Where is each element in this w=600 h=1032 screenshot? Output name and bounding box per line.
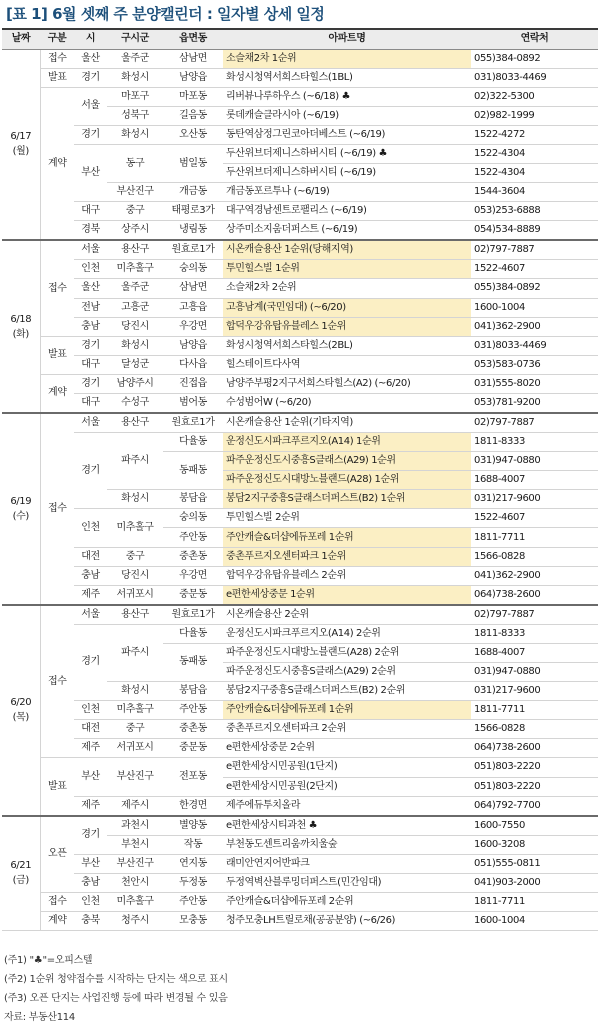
contact-cell: 1811-7711 bbox=[471, 701, 598, 720]
town-cell: 중촌동 bbox=[163, 720, 223, 739]
town-cell: 길음동 bbox=[163, 106, 223, 125]
contact-cell: 041)903-2000 bbox=[471, 873, 598, 892]
contact-cell: 053)583-0736 bbox=[471, 355, 598, 374]
table-row bbox=[2, 413, 598, 433]
town-cell: 원효로1가 bbox=[163, 240, 223, 260]
district-cell: 화성시 bbox=[107, 682, 163, 701]
contact-cell: 1811-7711 bbox=[471, 892, 598, 911]
district-cell: 부천시 bbox=[107, 835, 163, 854]
footnote-2: (주2) 1순위 청약접수를 시작하는 단지는 색으로 표시 bbox=[4, 974, 228, 985]
contact-cell: 051)803-2220 bbox=[471, 777, 598, 796]
apartment-cell: 두정역벽산블루밍더퍼스트(민간임대) bbox=[223, 873, 471, 892]
town-cell: 주안동 bbox=[163, 892, 223, 911]
district-cell: 파주시 bbox=[107, 624, 163, 681]
district-cell: 중구 bbox=[107, 202, 163, 221]
district-cell: 용산구 bbox=[107, 605, 163, 625]
city-cell: 울산 bbox=[74, 49, 107, 68]
city-cell: 서울 bbox=[74, 413, 107, 433]
contact-cell: 031)8033-4469 bbox=[471, 68, 598, 87]
table-row bbox=[2, 547, 598, 566]
city-cell: 경기 bbox=[74, 125, 107, 144]
category-cell: 접수 bbox=[40, 413, 74, 605]
apartment-cell: 남양주부평2지구서희스타힐스(A2) (~6/20) bbox=[223, 374, 471, 393]
apartment-cell: 주안캐슬&더샵에듀포레 1순위 bbox=[223, 528, 471, 547]
city-cell: 경기 bbox=[74, 816, 107, 855]
table-body bbox=[2, 49, 598, 931]
apartment-cell: 동탄역삼정그린코아더베스트 (~6/19) bbox=[223, 125, 471, 144]
category-cell: 접수 bbox=[40, 49, 74, 68]
city-cell: 충북 bbox=[74, 911, 107, 930]
contact-cell: 1600-1004 bbox=[471, 911, 598, 930]
town-cell: 봉담읍 bbox=[163, 682, 223, 701]
contact-cell: 1600-3208 bbox=[471, 835, 598, 854]
district-cell: 미추홀구 bbox=[107, 260, 163, 279]
contact-cell: 051)555-0811 bbox=[471, 854, 598, 873]
district-cell: 천안시 bbox=[107, 873, 163, 892]
header-town: 읍면동 bbox=[163, 29, 223, 49]
town-cell: 동패동 bbox=[163, 452, 223, 490]
town-cell: 동패동 bbox=[163, 643, 223, 681]
table-row bbox=[2, 394, 598, 414]
district-cell: 동구 bbox=[107, 144, 163, 182]
town-cell: 남양읍 bbox=[163, 336, 223, 355]
city-cell: 서울 bbox=[74, 87, 107, 125]
contact-cell: 1522-4272 bbox=[471, 125, 598, 144]
town-cell: 두정동 bbox=[163, 873, 223, 892]
apartment-cell: 소슬채2차 2순위 bbox=[223, 279, 471, 298]
contact-cell: 064)738-2600 bbox=[471, 585, 598, 605]
town-cell: 중문동 bbox=[163, 585, 223, 605]
district-cell: 화성시 bbox=[107, 336, 163, 355]
date-cell: 6/19 (수) bbox=[2, 413, 40, 605]
city-cell: 경기 bbox=[74, 374, 107, 393]
city-cell: 인천 bbox=[74, 260, 107, 279]
table-row bbox=[2, 125, 598, 144]
table-row bbox=[2, 374, 598, 393]
header-row bbox=[2, 29, 598, 49]
contact-cell: 02)982-1999 bbox=[471, 106, 598, 125]
town-cell: 전포동 bbox=[163, 758, 223, 796]
apartment-cell: 중촌푸르지오센터파크 1순위 bbox=[223, 547, 471, 566]
town-cell: 중문동 bbox=[163, 739, 223, 758]
apartment-cell: 제주에듀투치올라 bbox=[223, 796, 471, 816]
category-cell: 계약 bbox=[40, 374, 74, 413]
town-cell: 연지동 bbox=[163, 854, 223, 873]
contact-cell: 1566-0828 bbox=[471, 720, 598, 739]
apartment-cell: 파주운정신도시중흥S클래스(A29) 1순위 bbox=[223, 452, 471, 471]
table-row bbox=[2, 355, 598, 374]
table-row bbox=[2, 279, 598, 298]
contact-cell: 054)534-8889 bbox=[471, 221, 598, 241]
contact-cell: 031)8033-4469 bbox=[471, 336, 598, 355]
town-cell: 마포동 bbox=[163, 87, 223, 106]
apartment-cell: 파주운정신도시대방노블랜드(A28) 1순위 bbox=[223, 471, 471, 490]
city-cell: 인천 bbox=[74, 892, 107, 911]
district-cell: 당진시 bbox=[107, 566, 163, 585]
district-cell: 중구 bbox=[107, 720, 163, 739]
contact-cell: 1688-4007 bbox=[471, 471, 598, 490]
table-row bbox=[2, 816, 598, 836]
apartment-cell: 파주운정신도시대방노블랜드(A28) 2순위 bbox=[223, 643, 471, 662]
apartment-cell: 두산위브더제니스하버시티 (~6/19) bbox=[223, 164, 471, 183]
table-row bbox=[2, 298, 598, 317]
table-row bbox=[2, 701, 598, 720]
date-cell: 6/21 (금) bbox=[2, 816, 40, 931]
district-cell: 부산진구 bbox=[107, 758, 163, 796]
contact-cell: 031)555-8020 bbox=[471, 374, 598, 393]
apartment-cell: 운정신도시파크푸르지오(A14) 1순위 bbox=[223, 433, 471, 452]
contact-cell: 031)947-0880 bbox=[471, 452, 598, 471]
city-cell: 부산 bbox=[74, 854, 107, 873]
city-cell: 서울 bbox=[74, 240, 107, 260]
contact-cell: 1522-4304 bbox=[471, 144, 598, 163]
city-cell: 부산 bbox=[74, 758, 107, 796]
apartment-cell: e편한세상중문 1순위 bbox=[223, 585, 471, 605]
city-cell: 대구 bbox=[74, 202, 107, 221]
district-cell: 파주시 bbox=[107, 433, 163, 490]
city-cell: 인천 bbox=[74, 509, 107, 547]
city-cell: 대구 bbox=[74, 355, 107, 374]
apartment-cell: 중촌푸르지오센터파크 2순위 bbox=[223, 720, 471, 739]
district-cell: 화성시 bbox=[107, 490, 163, 509]
calendar-table bbox=[2, 28, 598, 931]
table-row bbox=[2, 892, 598, 911]
apartment-cell: 시온캐슬용산 1순위(기타지역) bbox=[223, 413, 471, 433]
town-cell: 주안동 bbox=[163, 701, 223, 720]
district-cell: 서귀포시 bbox=[107, 739, 163, 758]
table-row bbox=[2, 49, 598, 68]
town-cell: 봉담읍 bbox=[163, 490, 223, 509]
city-cell: 경기 bbox=[74, 433, 107, 509]
table-row bbox=[2, 202, 598, 221]
contact-cell: 02)322-5300 bbox=[471, 87, 598, 106]
town-cell: 범일동 bbox=[163, 144, 223, 182]
apartment-cell: 시온캐슬용산 2순위 bbox=[223, 605, 471, 625]
category-cell: 계약 bbox=[40, 87, 74, 240]
date-cell: 6/18 (화) bbox=[2, 240, 40, 413]
apartment-cell: 화성시청역서희스타힐스(2BL) bbox=[223, 336, 471, 355]
apartment-cell: 래미안연지어반파크 bbox=[223, 854, 471, 873]
district-cell: 달성군 bbox=[107, 355, 163, 374]
town-cell: 고흥읍 bbox=[163, 298, 223, 317]
town-cell: 삼남면 bbox=[163, 279, 223, 298]
district-cell: 중구 bbox=[107, 547, 163, 566]
category-cell: 접수 bbox=[40, 605, 74, 758]
contact-cell: 1522-4304 bbox=[471, 164, 598, 183]
town-cell: 다율동 bbox=[163, 624, 223, 643]
town-cell: 오산동 bbox=[163, 125, 223, 144]
apartment-cell: 봉담2지구중흥S클래스더퍼스트(B2) 2순위 bbox=[223, 682, 471, 701]
city-cell: 경기 bbox=[74, 336, 107, 355]
apartment-cell: 주안캐슬&더샵에듀포레 1순위 bbox=[223, 701, 471, 720]
city-cell: 대전 bbox=[74, 720, 107, 739]
apartment-cell: 개금동포르투나 (~6/19) bbox=[223, 183, 471, 202]
apartment-cell: 수성범어W (~6/20) bbox=[223, 394, 471, 414]
apartment-cell: e편한세상시민공원(1단지) bbox=[223, 758, 471, 777]
town-cell: 원효로1가 bbox=[163, 413, 223, 433]
footnotes bbox=[4, 951, 594, 1027]
apartment-cell: 힐스테이트다사역 bbox=[223, 355, 471, 374]
contact-cell: 1522-4607 bbox=[471, 260, 598, 279]
town-cell: 중촌동 bbox=[163, 547, 223, 566]
city-cell: 충남 bbox=[74, 873, 107, 892]
city-cell: 인천 bbox=[74, 701, 107, 720]
date-cell: 6/20 (목) bbox=[2, 605, 40, 816]
city-cell: 경기 bbox=[74, 624, 107, 700]
contact-cell: 064)792-7700 bbox=[471, 796, 598, 816]
table-row bbox=[2, 221, 598, 241]
apartment-cell: 상주미소지움더퍼스트 (~6/19) bbox=[223, 221, 471, 241]
city-cell: 제주 bbox=[74, 739, 107, 758]
city-cell: 부산 bbox=[74, 144, 107, 201]
contact-cell: 1811-8333 bbox=[471, 624, 598, 643]
contact-cell: 1688-4007 bbox=[471, 643, 598, 662]
district-cell: 성북구 bbox=[107, 106, 163, 125]
apartment-cell: 롯데캐슬클라시아 (~6/19) bbox=[223, 106, 471, 125]
table-row bbox=[2, 605, 598, 625]
city-cell: 충남 bbox=[74, 566, 107, 585]
contact-cell: 02)797-7887 bbox=[471, 605, 598, 625]
table-row bbox=[2, 566, 598, 585]
table-row bbox=[2, 720, 598, 739]
category-cell: 발표 bbox=[40, 758, 74, 816]
district-cell: 상주시 bbox=[107, 221, 163, 241]
contact-cell: 041)362-2900 bbox=[471, 317, 598, 336]
apartment-cell: 투민힐스빌 1순위 bbox=[223, 260, 471, 279]
apartment-cell: e편한세상중문 2순위 bbox=[223, 739, 471, 758]
apartment-cell: 화성시청역서희스타힐스(1BL) bbox=[223, 68, 471, 87]
city-cell: 대전 bbox=[74, 547, 107, 566]
contact-cell: 051)803-2220 bbox=[471, 758, 598, 777]
contact-cell: 031)217-9600 bbox=[471, 490, 598, 509]
district-cell: 미추홀구 bbox=[107, 701, 163, 720]
apartment-cell: 두산위브더제니스하버시티 (~6/19) ♣ bbox=[223, 144, 471, 163]
city-cell: 경북 bbox=[74, 221, 107, 241]
district-cell: 화성시 bbox=[107, 68, 163, 87]
town-cell: 작동 bbox=[163, 835, 223, 854]
category-cell: 발표 bbox=[40, 68, 74, 87]
table-row bbox=[2, 68, 598, 87]
town-cell: 우강면 bbox=[163, 566, 223, 585]
apartment-cell: 합덕우강유탑유블레스 1순위 bbox=[223, 317, 471, 336]
table-row bbox=[2, 854, 598, 873]
category-cell: 발표 bbox=[40, 336, 74, 374]
city-cell: 충남 bbox=[74, 317, 107, 336]
apartment-cell: 대구역경남센트로팰리스 (~6/19) bbox=[223, 202, 471, 221]
district-cell: 과천시 bbox=[107, 816, 163, 836]
town-cell: 별양동 bbox=[163, 816, 223, 836]
header-contact: 연락처 bbox=[471, 29, 598, 49]
contact-cell: 02)797-7887 bbox=[471, 240, 598, 260]
district-cell: 용산구 bbox=[107, 240, 163, 260]
city-cell: 경기 bbox=[74, 68, 107, 87]
header-apartment: 아파트명 bbox=[223, 29, 471, 49]
apartment-cell: 리버뷰나루하우스 (~6/18) ♣ bbox=[223, 87, 471, 106]
city-cell: 울산 bbox=[74, 279, 107, 298]
contact-cell: 053)253-6888 bbox=[471, 202, 598, 221]
apartment-cell: 고흥남계(국민임대) (~6/20) bbox=[223, 298, 471, 317]
contact-cell: 1811-8333 bbox=[471, 433, 598, 452]
town-cell: 개금동 bbox=[163, 183, 223, 202]
town-cell: 원효로1가 bbox=[163, 605, 223, 625]
table-row bbox=[2, 585, 598, 605]
contact-cell: 02)797-7887 bbox=[471, 413, 598, 433]
table-row bbox=[2, 260, 598, 279]
apartment-cell: 운정신도시파크푸르지오(A14) 2순위 bbox=[223, 624, 471, 643]
district-cell: 고흥군 bbox=[107, 298, 163, 317]
town-cell: 진접읍 bbox=[163, 374, 223, 393]
district-cell: 부산진구 bbox=[107, 183, 163, 202]
town-cell: 우강면 bbox=[163, 317, 223, 336]
district-cell: 화성시 bbox=[107, 125, 163, 144]
apartment-cell: 부천동도센트리움까치울숲 bbox=[223, 835, 471, 854]
town-cell: 냉림동 bbox=[163, 221, 223, 241]
table-row bbox=[2, 240, 598, 260]
town-cell: 숭의동 bbox=[163, 509, 223, 528]
apartment-cell: 주안캐슬&더샵에듀포레 2순위 bbox=[223, 892, 471, 911]
district-cell: 수성구 bbox=[107, 394, 163, 414]
category-cell: 계약 bbox=[40, 911, 74, 930]
town-cell: 다사읍 bbox=[163, 355, 223, 374]
district-cell: 제주시 bbox=[107, 796, 163, 816]
contact-cell: 1522-4607 bbox=[471, 509, 598, 528]
apartment-cell: 청주모충LH트릴로채(공공분양) (~6/26) bbox=[223, 911, 471, 930]
town-cell: 남양읍 bbox=[163, 68, 223, 87]
district-cell: 울주군 bbox=[107, 279, 163, 298]
district-cell: 부산진구 bbox=[107, 854, 163, 873]
table-title: [표 1] 6월 셋째 주 분양캘린더 : 일자별 상세 일정 bbox=[6, 5, 325, 23]
apartment-cell: 봉담2지구중흥S클래스더퍼스트(B2) 1순위 bbox=[223, 490, 471, 509]
footnote-3: (주3) 오픈 단지는 사업진행 등에 따라 변경될 수 있음 bbox=[4, 993, 228, 1004]
contact-cell: 031)947-0880 bbox=[471, 662, 598, 681]
contact-cell: 055)384-0892 bbox=[471, 279, 598, 298]
town-cell: 다율동 bbox=[163, 433, 223, 452]
table-row bbox=[2, 433, 598, 452]
contact-cell: 1600-1004 bbox=[471, 298, 598, 317]
contact-cell: 1566-0828 bbox=[471, 547, 598, 566]
table-row bbox=[2, 317, 598, 336]
source-note: 자료: 부동산114 bbox=[4, 1012, 75, 1023]
town-cell: 주안동 bbox=[163, 528, 223, 547]
city-cell: 제주 bbox=[74, 585, 107, 605]
contact-cell: 1600-7550 bbox=[471, 816, 598, 836]
city-cell: 제주 bbox=[74, 796, 107, 816]
category-cell: 접수 bbox=[40, 892, 74, 911]
header-category: 구분 bbox=[40, 29, 74, 49]
table-row bbox=[2, 911, 598, 930]
town-cell: 숭의동 bbox=[163, 260, 223, 279]
district-cell: 청주시 bbox=[107, 911, 163, 930]
district-cell: 남양주시 bbox=[107, 374, 163, 393]
apartment-cell: e편한세상시티과천 ♣ bbox=[223, 816, 471, 836]
contact-cell: 055)384-0892 bbox=[471, 49, 598, 68]
table-row bbox=[2, 739, 598, 758]
apartment-cell: 파주운정신도시중흥S클래스(A29) 2순위 bbox=[223, 662, 471, 681]
district-cell: 울주군 bbox=[107, 49, 163, 68]
contact-cell: 031)217-9600 bbox=[471, 682, 598, 701]
category-cell: 오픈 bbox=[40, 816, 74, 893]
district-cell: 마포구 bbox=[107, 87, 163, 106]
table-row bbox=[2, 87, 598, 106]
district-cell: 당진시 bbox=[107, 317, 163, 336]
table-row bbox=[2, 624, 598, 643]
table-row bbox=[2, 758, 598, 777]
footnote-1: (주1) "♣"=오피스텔 bbox=[4, 955, 93, 966]
city-cell: 전남 bbox=[74, 298, 107, 317]
table-row bbox=[2, 144, 598, 163]
header-district: 구시군 bbox=[107, 29, 163, 49]
date-cell: 6/17 (월) bbox=[2, 49, 40, 240]
contact-cell: 064)738-2600 bbox=[471, 739, 598, 758]
city-cell: 서울 bbox=[74, 605, 107, 625]
contact-cell: 053)781-9200 bbox=[471, 394, 598, 414]
apartment-cell: 소슬채2차 1순위 bbox=[223, 49, 471, 68]
apartment-cell: 투민힐스빌 2순위 bbox=[223, 509, 471, 528]
district-cell: 서귀포시 bbox=[107, 585, 163, 605]
apartment-cell: e편한세상시민공원(2단지) bbox=[223, 777, 471, 796]
table-row bbox=[2, 509, 598, 528]
contact-cell: 1811-7711 bbox=[471, 528, 598, 547]
contact-cell: 041)362-2900 bbox=[471, 566, 598, 585]
table-row bbox=[2, 336, 598, 355]
town-cell: 범어동 bbox=[163, 394, 223, 414]
town-cell: 한경면 bbox=[163, 796, 223, 816]
district-cell: 미추홀구 bbox=[107, 892, 163, 911]
town-cell: 삼남면 bbox=[163, 49, 223, 68]
apartment-cell: 시온캐슬용산 1순위(당해지역) bbox=[223, 240, 471, 260]
town-cell: 모충동 bbox=[163, 911, 223, 930]
city-cell: 대구 bbox=[74, 394, 107, 414]
district-cell: 용산구 bbox=[107, 413, 163, 433]
header-date: 날짜 bbox=[2, 29, 40, 49]
category-cell: 접수 bbox=[40, 240, 74, 336]
contact-cell: 1544-3604 bbox=[471, 183, 598, 202]
header-city: 시 bbox=[74, 29, 107, 49]
apartment-cell: 합덕우강유탑유블레스 2순위 bbox=[223, 566, 471, 585]
table-row bbox=[2, 796, 598, 816]
table-row bbox=[2, 873, 598, 892]
town-cell: 태평로3가 bbox=[163, 202, 223, 221]
district-cell: 미추홀구 bbox=[107, 509, 163, 547]
